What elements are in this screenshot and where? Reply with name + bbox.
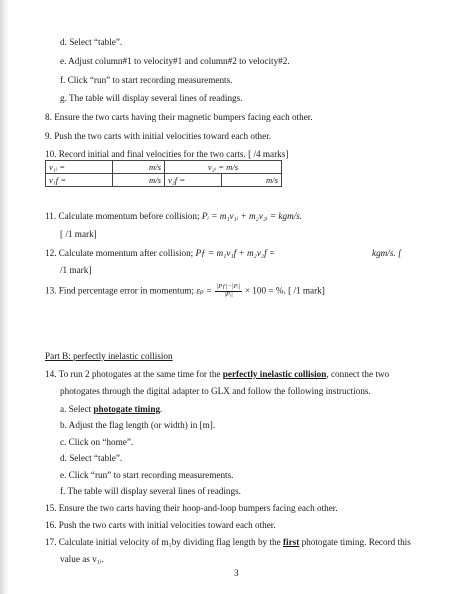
question-11 — [45, 211, 302, 222]
cell-v2f-label: v₂f = — [165, 174, 222, 187]
q12-text: 12. Calculate momentum after collision; — [45, 248, 194, 258]
step-e-adjust-columns: e. Adjust column#1 to velocity#1 and column#2 to velocity#2. — [60, 56, 290, 66]
velocity-table — [45, 160, 282, 187]
cell-v2f-unit: m/s — [222, 174, 282, 187]
b-step-a-pre: a. Select — [60, 404, 94, 414]
question-17 — [45, 537, 411, 548]
cell-v2i: v₂ᵢ = m/s — [165, 161, 282, 174]
page-number: 3 — [234, 568, 239, 578]
question-8: 8. Ensure the two carts having their magnetic bumpers facing each other. — [45, 112, 313, 122]
cell-v1f-label: v₁f = — [46, 174, 113, 187]
cell-v1f-unit: m/s — [113, 174, 165, 187]
q13-lhs: εₚ = — [196, 285, 213, 296]
q11-mark: [ /1 mark] — [60, 229, 97, 239]
q13-text: 13. Find percentage error in momentum; — [45, 285, 195, 296]
q17-line2: value as v₁ᵢ. — [60, 554, 104, 564]
question-9: 9. Push the two carts with initial velocities toward each other. — [45, 131, 272, 141]
cell-v1i-unit: m/s — [113, 161, 165, 174]
b-step-b: b. Adjust the flag length (or width) in [m]. — [60, 420, 216, 430]
question-13 — [45, 284, 325, 299]
question-10: 10. Record initial and final velocities for the two carts. [ /4 marks] — [45, 149, 289, 159]
q17-pre: 17. Calculate initial velocity of m₁by dividing flag length by the — [45, 537, 283, 547]
part-b-heading: Part B: perfectly inelastic collision — [45, 351, 173, 361]
q12-equation: Pƒ = m₁v₁f + m₂v₂f = — [195, 248, 276, 258]
q17-post: photogate timing. Record this — [299, 537, 411, 547]
b-step-e: e. Click “run” to start recording measurements. — [60, 470, 234, 480]
question-14 — [45, 369, 389, 380]
q13-numerator: |Pƒ|−|Pᵢ| — [216, 283, 241, 290]
q14-bold: perfectly inelastic collision — [222, 369, 327, 379]
b-step-d: d. Select “table”. — [60, 453, 123, 463]
question-12 — [45, 248, 275, 259]
scan-page-edge — [0, 0, 9, 594]
q13-denominator: |Pᵢ| — [224, 290, 233, 298]
q12-unit: kgm/s. [ — [372, 248, 402, 258]
b-step-a — [60, 404, 162, 415]
step-f-click-run: f. Click “run” to start recording measurements. — [60, 75, 233, 85]
question-15: 15. Ensure the two carts having their hoop-and-loop bumpers facing each other. — [45, 503, 338, 513]
b-step-a-bold: photogate timing — [93, 404, 161, 414]
q12-mark: /1 mark] — [60, 265, 92, 275]
step-d-select-table: d. Select “table”. — [60, 37, 123, 47]
b-step-f: f. The table will display several lines of readings. — [60, 486, 241, 496]
q11-text: 11. Calculate momentum before collision; — [45, 211, 200, 221]
q11-equation: Pᵢ = m₁v₁ᵢ + m₂v₂ᵢ = kgm/s. — [201, 211, 303, 221]
step-g-table-display: g. The table will display several lines of readings. — [60, 93, 243, 103]
b-step-a-post: . — [160, 404, 163, 414]
b-step-c: c. Click on “home”. — [60, 437, 134, 447]
q17-bold: first — [282, 537, 300, 547]
q14-post: , connect the two — [326, 369, 390, 379]
cell-v1i-label: v₁ᵢ = — [46, 161, 113, 174]
q14-pre: 14. To run 2 photogates at the same time for the — [45, 369, 223, 379]
q13-fraction — [215, 284, 241, 299]
q13-rhs: × 100 = %. [ /1 mark] — [244, 285, 325, 296]
q14-line2: photogates through the digital adapter to GLX and follow the following instructions. — [60, 386, 371, 396]
question-16: 16. Push the two carts with initial velocities toward each other. — [45, 520, 276, 530]
